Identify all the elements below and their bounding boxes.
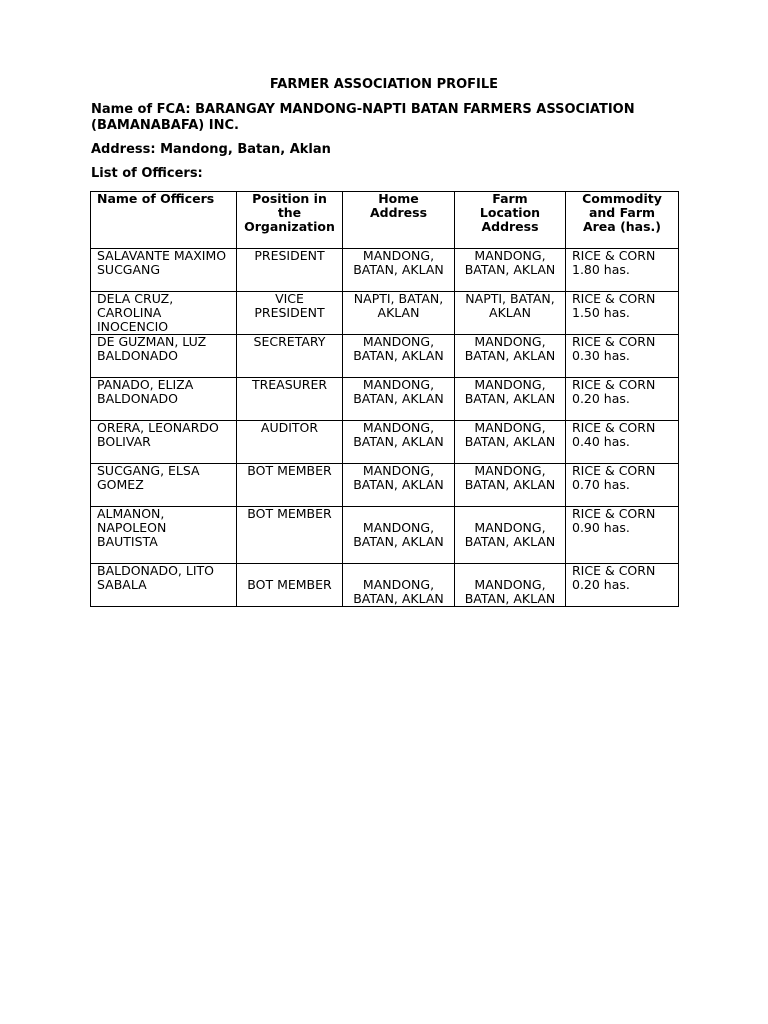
header-position: Position in the Organization [237,192,343,249]
officer-name: DE GUZMAN, LUZ BALDONADO [91,335,237,378]
table-row [91,464,679,507]
officer-farm-location: MANDONG, BATAN, AKLAN [455,507,566,564]
officer-farm-location: MANDONG, BATAN, AKLAN [455,564,566,607]
officer-position: AUDITOR [237,421,343,464]
officers-table [90,191,679,607]
header-name: Name of Officers [91,192,237,249]
fca-address: Address: Mandong, Batan, Aklan [91,142,331,157]
officers-label: List of Officers: [91,166,203,181]
officer-home-address: MANDONG, BATAN, AKLAN [343,564,455,607]
officer-home-address: MANDONG, BATAN, AKLAN [343,378,455,421]
officer-commodity: RICE & CORN 1.80 has. [566,249,679,292]
officer-farm-location: MANDONG, BATAN, AKLAN [455,335,566,378]
officer-position: PRESIDENT [237,249,343,292]
officer-name: PANADO, ELIZA BALDONADO [91,378,237,421]
officer-home-address: MANDONG, BATAN, AKLAN [343,421,455,464]
officer-commodity: RICE & CORN 0.30 has. [566,335,679,378]
officer-position: BOT MEMBER [237,564,343,607]
header-home-address: Home Address [343,192,455,249]
officer-farm-location: MANDONG, BATAN, AKLAN [455,378,566,421]
officer-position: SECRETARY [237,335,343,378]
officer-name: DELA CRUZ, CAROLINA INOCENCIO [91,292,237,335]
officer-position: TREASURER [237,378,343,421]
officer-position: BOT MEMBER [237,507,343,564]
officer-commodity: RICE & CORN 1.50 has. [566,292,679,335]
table-header-row [91,192,679,249]
officer-home-address: MANDONG, BATAN, AKLAN [343,464,455,507]
officer-home-address: MANDONG, BATAN, AKLAN [343,249,455,292]
table-row [91,421,679,464]
table-row [91,378,679,421]
officer-commodity: RICE & CORN 0.20 has. [566,564,679,607]
table-row [91,335,679,378]
officer-position: VICE PRESIDENT [237,292,343,335]
table-row [91,249,679,292]
officer-name: ALMANON, NAPOLEON BAUTISTA [91,507,237,564]
officer-home-address: MANDONG, BATAN, AKLAN [343,335,455,378]
officer-farm-location: NAPTI, BATAN, AKLAN [455,292,566,335]
table-row [91,292,679,335]
officer-commodity: RICE & CORN 0.20 has. [566,378,679,421]
header-farm-location: Farm Location Address [455,192,566,249]
officer-farm-location: MANDONG, BATAN, AKLAN [455,421,566,464]
officer-name: SUCGANG, ELSA GOMEZ [91,464,237,507]
officer-home-address: NAPTI, BATAN, AKLAN [343,292,455,335]
officer-home-address: MANDONG, BATAN, AKLAN [343,507,455,564]
officer-name: ORERA, LEONARDO BOLIVAR [91,421,237,464]
table-row [91,507,679,564]
officer-position: BOT MEMBER [237,464,343,507]
document-title: FARMER ASSOCIATION PROFILE [269,77,499,92]
table-row [91,564,679,607]
officer-commodity: RICE & CORN 0.40 has. [566,421,679,464]
officer-name: BALDONADO, LITO SABALA [91,564,237,607]
officer-name: SALAVANTE MAXIMO SUCGANG [91,249,237,292]
officer-commodity: RICE & CORN 0.70 has. [566,464,679,507]
officer-farm-location: MANDONG, BATAN, AKLAN [455,249,566,292]
officer-commodity: RICE & CORN 0.90 has. [566,507,679,564]
fca-name: Name of FCA: BARANGAY MANDONG-NAPTI BATAN FARMERS ASSOCIATION (BAMANABAFA) INC. [91,102,635,133]
header-commodity: Commodity and Farm Area (has.) [566,192,679,249]
officer-farm-location: MANDONG, BATAN, AKLAN [455,464,566,507]
